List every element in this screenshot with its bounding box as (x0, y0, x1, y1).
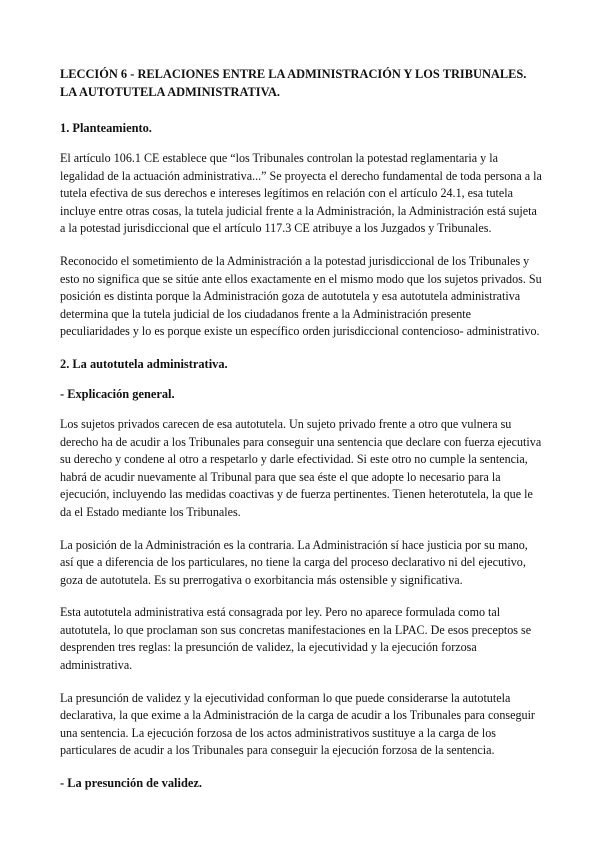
document-title: LECCIÓN 6 - RELACIONES ENTRE LA ADMINISTRACIÓN Y LOS TRIBUNALES. LA AUTOTUTELA ADMINISTRATIVA. (60, 67, 527, 99)
paragraph: Los sujetos privados carecen de esa autotutela. Un sujeto privado frente a otro que vulnera su derecho ha de acudir a los Tribunales para conseguir una sentencia que declare con fuerza ejecutiva su derecho y condene al otro a respetarlo y darle efectividad. Si este otro no cumple la sentencia, habrá de acudir nuevamente al Tribunal para que sea éste el que adopte lo necesario para la ejecución, incluyendo las medidas coactivas y de fuerza pertinentes. Tienen heterotutela, la que le da el Estado mediante los Tribunales. (60, 416, 542, 519)
paragraph: La posición de la Administración es la contraria. La Administración sí hace justicia por su mano, así que a diferencia de los particulares, no tiene la carga del proceso declarativo ni del ejecutivo, goza de autotutela. Es su prerrogativa o exorbitancia más ostensible y significativa. (60, 537, 528, 587)
section-heading-autotutela: 2. La autotutela administrativa. (60, 356, 228, 371)
paragraph: La presunción de validez y la ejecutividad conforman lo que puede considerarse la autotutela declarativa, la que exime a la Administración de la carga de acudir a los Tribunales para conseguir una sentencia. La ejecución forzosa de los actos administrativos sustituye a la carga de los particulares de acudir a los Tribunales para conseguir la ejecución forzosa de la sentencia. (60, 690, 535, 758)
subheading-presuncion-validez: - La presunción de validez. (60, 776, 202, 791)
paragraph: El artículo 106.1 CE establece que “los Tribunales controlan la potestad reglamentaria y la legalidad de la actuación administrativa...” Se proyecta el derecho fundamental de toda persona a la tutela efectiva de sus derechos e intereses legítimos en relación con el artículo 24.1, esa tutela incluye entre otras cosas, la tutela judicial frente a la Administración, la Administración está sujeta a la potestad jurisdiccional que el artículo 117.3 CE atribuye a los Juzgados y Tribunales. (60, 151, 542, 236)
paragraph: Reconocido el sometimiento de la Administración a la potestad jurisdiccional de los Tribunales y esto no significa que se sitúe ante ellos exactamente en el mismo modo que los sujetos privados. Su posición es distinta porque la Administración goza de autotutela y esa autotutela administrativa determina que la tutela judicial de los ciudadanos frente a la Administración presente peculiaridades y lo es porque existe un específico orden jurisdiccional contencioso- administrativo. (60, 253, 542, 339)
section-heading-planteamiento: 1. Planteamiento. (60, 121, 152, 135)
paragraph: Esta autotutela administrativa está consagrada por ley. Pero no aparece formulada como tal autotutela, lo que proclaman son sus concretas manifestaciones en la LPAC. De esos preceptos se desprenden tres reglas: la presunción de validez, la ejecutividad y la ejecución forzosa administrativa. (60, 605, 532, 673)
document-page (60, 66, 542, 805)
subheading-explicacion-general: - Explicación general. (60, 386, 175, 401)
